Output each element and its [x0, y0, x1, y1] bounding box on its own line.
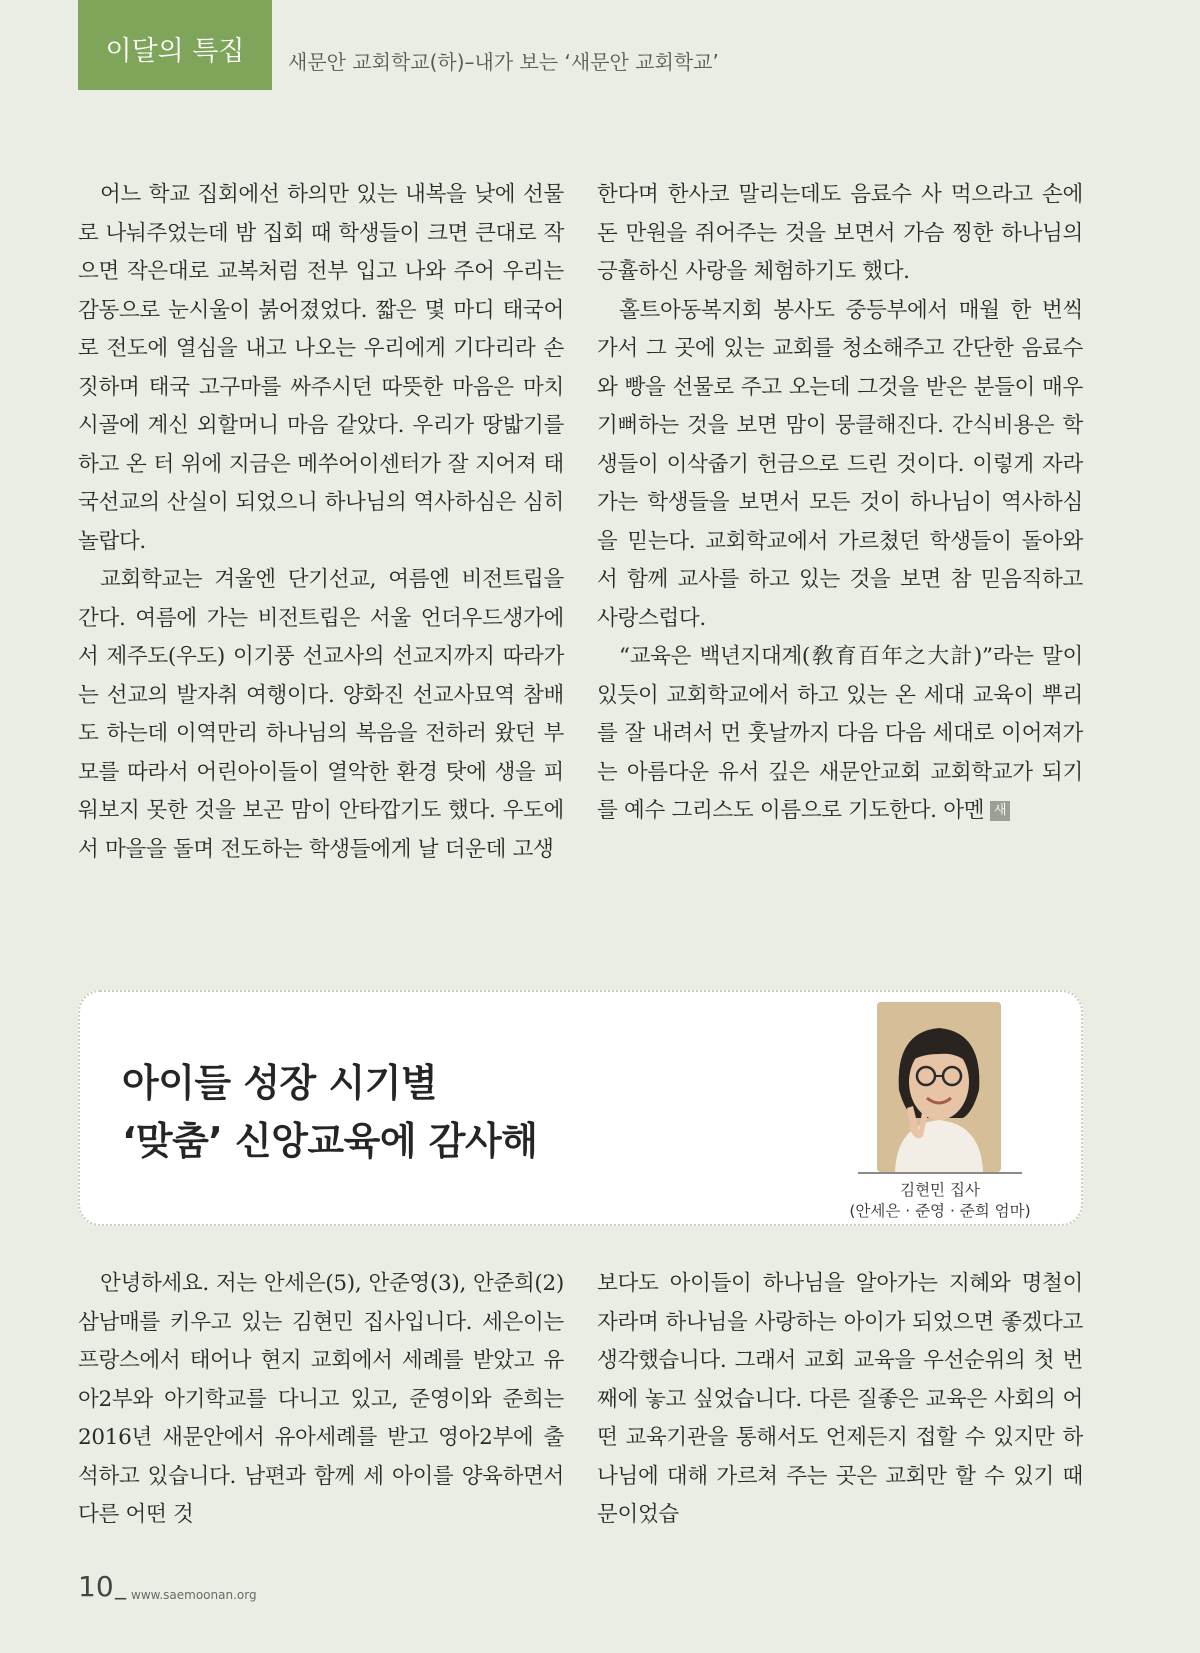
article1-column-1 [78, 176, 564, 869]
article2-paragraph: 보다도 아이들이 하나님을 알아가는 지혜와 명철이 자라며 하나님을 사랑하는 아이가 되었으면 좋겠다고 생각했습니다. 그래서 교회 교육을 우선순위의 첫 번째에 놓고 싶었습니다. 다른 질좋은 교육은 사회의 어떤 교육기관을 통해서도 언제든지 접할 수 있지만 하나님에 대해 가르쳐 주는 곳은 교회만 할 수 있기 때문이었습 [597, 1271, 1083, 1527]
article1-paragraph: 어느 학교 집회에선 하의만 있는 내복을 낮에 선물로 나눠주었는데 밤 집회 때 학생들이 크면 큰대로 작으면 작은대로 교복처럼 전부 입고 나와 주어 우리는 감동으로 눈시울이 붉어졌었다. 짧은 몇 마디 태국어로 전도에 열심을 내고 나오는 우리에게 기다리라 손짓하며 태국 고구마를 싸주시던 따뜻한 마음은 마치 시골에 계신 외할머니 마음 같았다. 우리가 땅밟기를 하고 온 터 위에 지금은 메쑤어이센터가 잘 지어져 태국선교의 산실이 되었으니 하나님의 역사하심은 심히 놀랍다. [78, 182, 564, 554]
page-number: 10 [78, 1570, 114, 1603]
article1-closing-text: “교육은 백년지대계(敎育百年之大計)”라는 말이 있듯이 교회학교에서 하고 있는 온 세대 교육이 뿌리를 잘 내려서 먼 훗날까지 다음 다음 세대로 이어져가는 아름다운 유서 깊은 새문안교회 교회학교가 되기를 예수 그리스도 이름으로 기도한다. 아멘 [597, 644, 1083, 823]
end-mark-icon: 새 [990, 801, 1010, 821]
article1-paragraph: 홀트아동복지회 봉사도 중등부에서 매월 한 번씩 가서 그 곳에 있는 교회를 청소해주고 간단한 음료수와 빵을 선물로 주고 오는데 그것을 받은 분들이 매우 기뻐하는 것을 보면 맘이 뭉클해진다. 간식비용은 학생들이 이삭줍기 헌금으로 드린 것이다. 이렇게 자라가는 학생들을 보면서 모든 것이 하나님이 역사하심을 믿는다. 교회학교에서 가르쳤던 학생들이 돌아와서 함께 교사를 하고 있는 것을 보면 참 믿음직하고 사랑스럽다. [597, 297, 1083, 631]
article2-column-2 [597, 1265, 1083, 1535]
footer-separator: _ [115, 1575, 126, 1600]
feature-title-line-2: ‘맞춤’ 신앙교육에 감사해 [122, 1119, 538, 1163]
article2-column-1 [78, 1265, 564, 1535]
article2-paragraph: 안녕하세요. 저는 안세은(5), 안준영(3), 안준희(2) 삼남매를 키우고 있는 김현민 집사입니다. 세은이는 프랑스에서 태어나 현지 교회에서 세례를 받았고 유아2부와 아기학교를 다니고 있고, 준영이와 준희는 2016년 새문안에서 유아세례를 받고 영아2부에 출석하고 있습니다. 남편과 함께 세 아이를 양육하면서 다른 어떤 것 [78, 1271, 564, 1527]
section-tab-label: 이달의 특집 [105, 35, 245, 67]
article1-paragraph: 한다며 한사코 말리는데도 음료수 사 먹으라고 손에 돈 만원을 쥐어주는 것을 보면서 가슴 찡한 하나님의 긍휼하신 사랑을 체험하기도 했다. [597, 182, 1083, 284]
photo-divider [858, 1172, 1022, 1174]
author-note: (안세은 · 준영 · 준희 엄마) [849, 1202, 1031, 1220]
article1-paragraph: 교회학교는 겨울엔 단기선교, 여름엔 비전트립을 간다. 여름에 가는 비전트립은 서울 언더우드생가에서 제주도(우도) 이기풍 선교사의 선교지까지 따라가는 선교의 발자취 여행이다. 양화진 선교사묘역 참배도 하는데 이역만리 하나님의 복음을 전하러 왔던 부모를 따라서 어린아이들이 열악한 환경 탓에 생을 피워보지 못한 것을 보곤 맘이 안타깝기도 했다. 우도에서 마을을 돌며 전도하는 학생들에게 날 더운데 고생 [78, 567, 564, 862]
feature-title [122, 1054, 537, 1170]
author-photo [877, 1002, 1001, 1172]
article1-paragraph-last [597, 638, 1083, 831]
feature-title-box [78, 990, 1083, 1226]
section-tab [78, 0, 272, 90]
article1-column-2 [597, 176, 1083, 831]
author-name: 김현민 집사 [900, 1181, 980, 1199]
author-portrait-image [877, 1002, 1001, 1172]
page-subtitle: 새문안 교회학교(하)–내가 보는 ‘새문안 교회학교’ [288, 50, 719, 74]
footer-url: www.saemoonan.org [131, 1588, 257, 1602]
author-caption [820, 1180, 1060, 1222]
feature-title-line-1: 아이들 성장 시기별 [122, 1061, 438, 1105]
